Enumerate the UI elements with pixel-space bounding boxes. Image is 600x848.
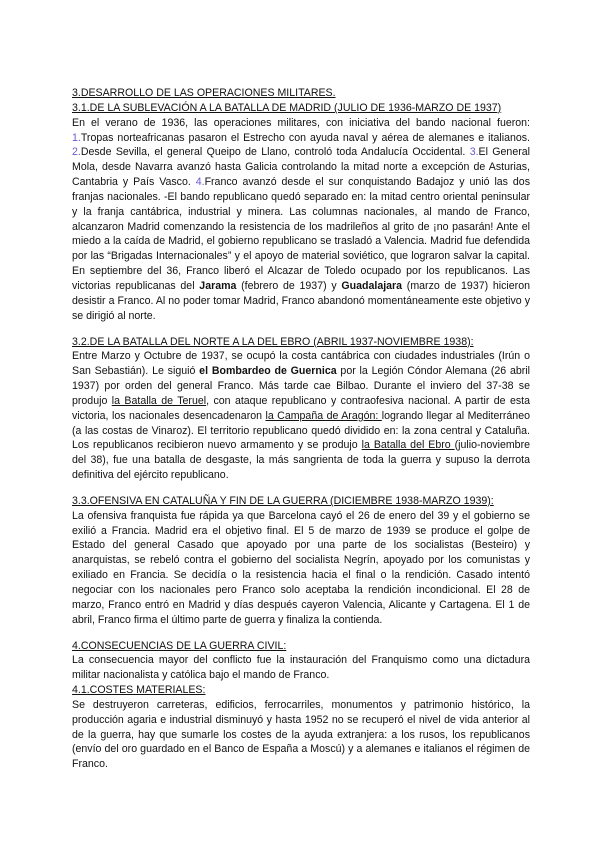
bold-term: Jarama [199, 279, 237, 292]
text-run: Franco avanzó desde el sur conquistando Badajoz y unió las dos franjas nacionales. -El bando republicano quedó separado en: la mitad centro oriental peninsular y la franja cantábrica, industrial y minera. Las columnas nacionales, al mando de Franco, alcanzaron Madrid comenzando la resistencia de los madrileños al grito de ¡no pasarán! Ante el miedo a la caída de Madrid, el gobierno republicano se trasladó a Valencia. Madrid fue defendida por las “Brigadas Internacionales” y el apoyo de material soviético, que lograron salvar la capital. En septiembre del 36, Franco liberó el Alcazar de Toledo ocupado por los republicanos. Las victorias republicanas del [72, 176, 530, 292]
text-run: Tropas norteafricanas pasaron el Estrecho con ayuda naval y aérea de alemanes e italianos. [80, 131, 530, 144]
document-page [72, 86, 530, 772]
underlined-term: la Batalla de Teruel [111, 394, 207, 407]
section-3-1-heading: 3.1.DE LA SUBLEVACIÓN A LA BATALLA DE MADRID (JULIO DE 1936-MARZO DE 1937) [72, 101, 502, 114]
section-3-1-paragraph [72, 116, 530, 324]
text-run: (julio-noviembre del 38), fue una batalla de desgaste, la más sangrienta de toda la guerra y supuso la derrota definitiva del ejército republicano. [72, 439, 530, 482]
text-run: , con ataque republicano y contraofesiva nacional. A partir de esta victoria, los nacionales desencadenaron [72, 394, 530, 422]
list-number: 1. [72, 131, 81, 144]
section-4-paragraph: La consecuencia mayor del conflicto fue la instauración del Franquismo como una dictadura militar nacionalista y católica bajo el mando de Franco. [72, 654, 530, 682]
text-run: por la Legión Cóndor Alemana (26 abril 1937) por orden del general Franco. Más tarde cae Bilbao. Durante el inviero del 37-38 se produjo [72, 365, 530, 407]
section-4-1-heading: 4.1.COSTES MATERIALES: [72, 684, 206, 697]
text-run: Entre Marzo y Octubre de 1937, se ocupó la costa cantábrica con ciudades industriales (Irún o San Sebastián). Le siguió [72, 350, 530, 378]
underlined-term: la Campaña de Aragón: [265, 409, 382, 422]
text-run: (marzo de 1937) hicieron desistir a Franco. Al no poder tomar Madrid, Franco abandonó momentáneamente este objetivo y se dirigió al norte. [72, 279, 530, 322]
section-3-2-heading: 3.2.DE LA BATALLA DEL NORTE A LA DEL EBRO (ABRIL 1937-NOVIEMBRE 1938): [72, 335, 474, 348]
list-number: 3. [469, 146, 479, 159]
section-4-heading: 4.CONSECUENCIAS DE LA GUERRA CIVIL: [72, 639, 287, 652]
section-3-3-paragraph: La ofensiva franquista fue rápida ya que Barcelona cayó el 26 de enero del 39 y el gobierno se exilió a Francia. Madrid era el objetivo final. El 5 de marzo de 1939 se produce el golpe de Estado del general Casado que apoyado por una parte de los socialistas (Besteiro) y anarquistas, se rebeló contra el gobierno del socialista Negrín, apoyado por los comunistas y exiliado en Francia. Se decidía o la resistencia hacia el final o la rendición. Casado intentó negociar con los nacionales pero Franco solo aceptaba la rendición incondicional. El 28 de marzo, Franco entró en Madrid y días después cayeron Valencia, Alicante y Cartagena. El 1 de abril, Franco firma el último parte de guerra y finaliza la contienda. [72, 509, 530, 626]
section-3-heading: 3.DESARROLLO DE LAS OPERACIONES MILITARES. [72, 87, 336, 99]
section-3-2-paragraph [72, 349, 530, 483]
text-run: En el verano de 1936, las operaciones militares, con iniciativa del bando nacional fueron: [72, 116, 530, 129]
underlined-term: la Batalla del Ebro [361, 439, 455, 452]
text-run: (febrero de 1937) y [236, 279, 342, 292]
text-run: El General Mola, desde Navarra avanzó hasta Galicia controlando la mitad norte a excepción de Asturias, Cantabria y País Vasco. [72, 146, 530, 189]
text-run: logrando llegar al Mediterráneo (a las costas de Vinaroz). El territorio republicano quedó dividido en: la zona central y Cataluña. Los republicanos recibieron nuevo armamento y se produjo [72, 409, 530, 452]
list-number: 4. [195, 176, 205, 189]
list-number: 2. [72, 146, 81, 159]
text-run: Desde Sevilla, el general Queipo de Llano, controló toda Andalucía Occidental. [80, 146, 470, 159]
section-4-1-paragraph: Se destruyeron carreteras, edificios, ferrocarriles, monumentos y patrimonio histórico, la producción agaria e industrial disminuyó y hasta 1952 no se recuperó el nivel de vida anterior al de la guerra, hay que sumarle los costes de la ayuda extranjera: a los rusos, los republicanos (envío del oro guardado en el Banco de España a Moscú) y a alemanes e italianos el régimen de Franco. [72, 698, 530, 771]
section-3-3-heading: 3.3.OFENSIVA EN CATALUÑA Y FIN DE LA GUERRA (DICIEMBRE 1938-MARZO 1939): [72, 494, 494, 507]
bold-term: Guadalajara [341, 279, 403, 292]
bold-term: el Bombardeo de Guernica [199, 365, 337, 378]
